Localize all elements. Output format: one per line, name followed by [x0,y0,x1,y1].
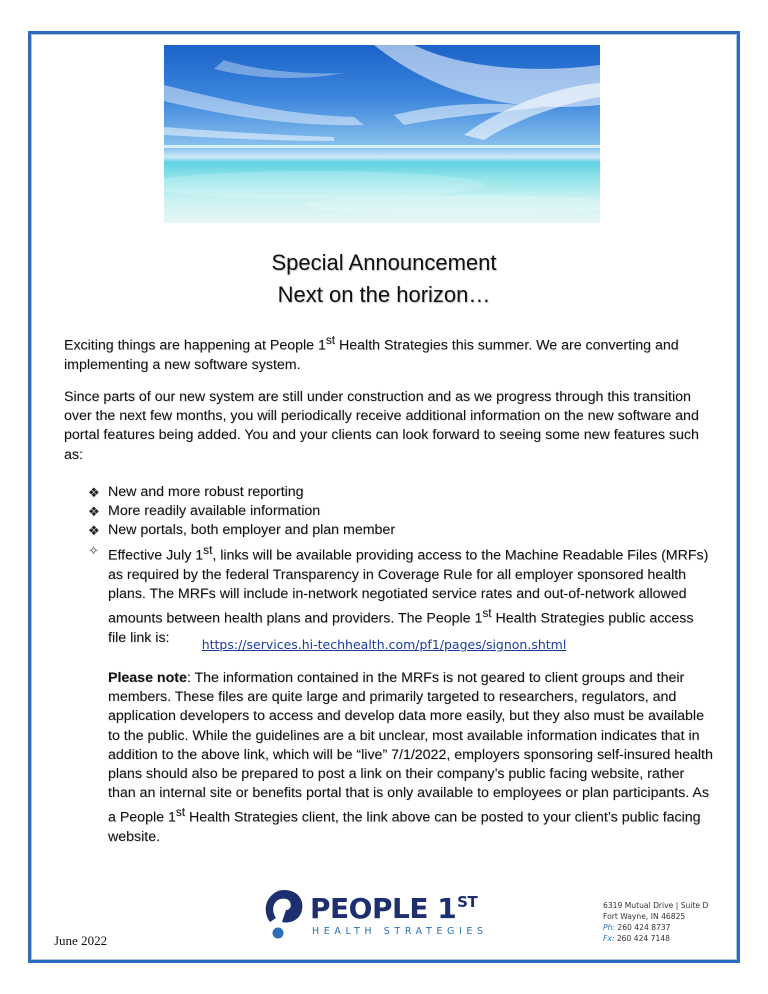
list-item-text: More readily available information [108,503,321,520]
logo-mark-icon [262,888,306,944]
intro-text-cont: Health Strategies this summer. We are converting and implementing a new software system. [64,337,679,373]
note-text-cont: Health Strategies client, the link above can be posted to your client’s public facing website. [108,810,701,846]
address-city: Fort Wayne, IN 46825 [603,912,686,921]
logo-wordmark-sup: ST [457,893,478,911]
fax-line [603,933,733,944]
hollow-diamond-bullet-icon: ✧ [88,542,99,558]
note-superscript: st [175,805,186,820]
announcement-title: Special Announcement [271,250,497,275]
intro-superscript: st [325,333,336,347]
list-item-superscript: st [203,542,213,557]
fax-number: 260 424 7148 [616,934,670,943]
please-note-label: Please note [108,670,187,686]
logo-wordmark-text: PEOPLE 1 [310,892,457,925]
note-text: : The information contained in the MRFs is not geared to client groups and their members. These files are quite large and primarily targeted to researchers, regulators, and application developers to access and develop data more easily, but they also must be available to the public. While the guidelines are a bit unclear, most available information indicates that in addition to the above link, which will be “live” 7/1/2022, employers sponsoring self-insured health plans should also be prepared to post a link on their company’s public facing website, rather than an internal site or benefits portal that is only available to employees or plan participants. As a People 1 [108,670,713,827]
list-item [88,502,712,521]
phone-number: 260 424 8737 [617,923,671,932]
feature-list [88,483,712,648]
fax-label: Fx: [603,934,615,943]
beach-photo-art [164,45,600,223]
list-item-text: New and more robust reporting [108,484,304,500]
logo-wordmark [310,892,477,925]
list-item [88,521,712,540]
beach-photo [164,45,600,223]
logo-tagline: HEALTH STRATEGIES [312,926,488,937]
intro-text: Exciting things are happening at People 1 [64,337,326,354]
diamond-bullet-icon: ❖ [88,504,100,520]
document-date: June 2022 [54,933,108,948]
diamond-bullet-icon: ❖ [88,485,100,500]
phone-label: Ph: [603,923,615,932]
list-item-text-end: Health Strategies public access file link is: [108,610,694,646]
intro-paragraph [64,331,714,375]
list-item-superscript: st [482,605,492,620]
phone-line [603,922,733,933]
diamond-bullet-icon: ❖ [88,523,100,539]
list-item [88,483,712,502]
list-item-text: New portals, both employer and plan member [108,522,396,539]
transition-paragraph: Since parts of our new system are still under construction and as we progress through this transition over the next few months, you will periodically receive additional information on the new software and portal features being added. You and your clients can look forward to seeing some new features such as: [64,389,699,463]
announcement-subtitle: Next on the horizon… [277,282,491,307]
list-item-text: Effective July 1 [108,547,204,564]
mrf-access-link[interactable]: https://services.hi-techhealth.com/pf1/pages/signon.shtml [201,637,567,652]
company-logo [262,888,512,944]
please-note-paragraph [108,669,714,848]
list-item [88,541,712,648]
address-line: 6319 Mutual Drive | Suite D [603,901,709,910]
list-item-text-cont: , links will be available providing access to the Machine Readable Files (MRFs) as required by the federal Transparency in Coverage Rule for all employer sponsored health plans. The MRFs will include in-network negotiated service rates and out-of-network allowed amounts between health plans and providers. The People 1 [108,547,709,627]
company-address [603,900,733,944]
